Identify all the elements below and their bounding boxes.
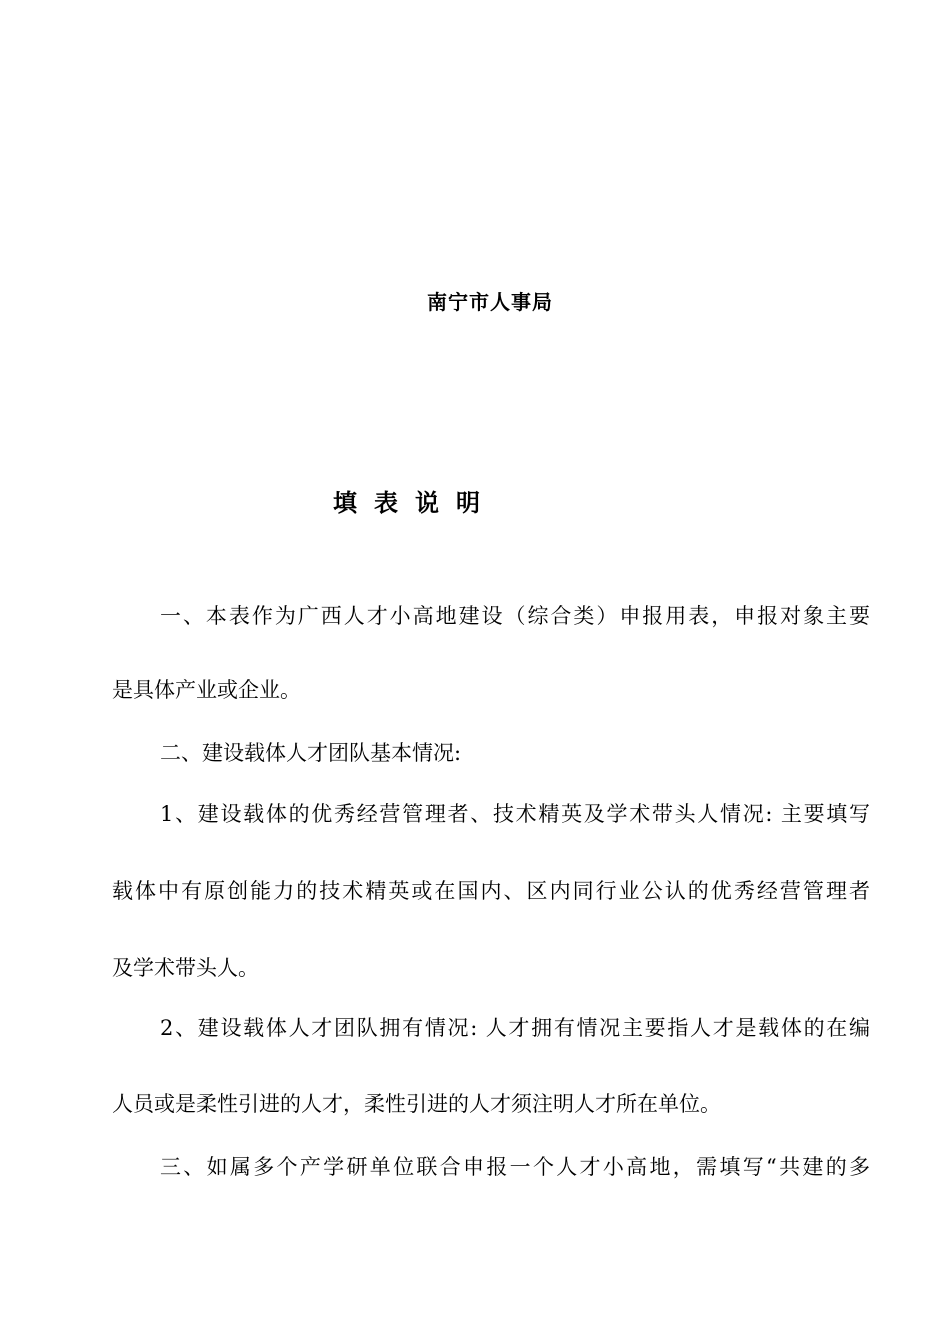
paragraph-line-5: 载体中有原创能力的技术精英或在国内、区内同行业公认的优秀经营管理者 [112, 879, 870, 903]
paragraph-line-1: 一、本表作为广西人才小高地建设（综合类）申报用表，申报对象主要 [160, 604, 870, 628]
paragraph-line-9: 三、如属多个产学研单位联合申报一个人才小高地，需填写“共建的多 [160, 1155, 870, 1179]
paragraph-line-4: 1、建设载体的优秀经营管理者、技术精英及学术带头人情况: 主要填写 [160, 802, 870, 826]
instructions-heading: 填表说明 [333, 488, 497, 517]
paragraph-line-7: 2、建设载体人才团队拥有情况: 人才拥有情况主要指人才是载体的在编 [160, 1016, 870, 1040]
paragraph-line-3: 二、建设载体人才团队基本情况: [160, 741, 462, 765]
issuer-name: 南宁市人事局 [427, 290, 553, 314]
paragraph-line-6: 及学术带头人。 [112, 956, 259, 980]
paragraph-line-8: 人员或是柔性引进的人才，柔性引进的人才须注明人才所在单位。 [112, 1092, 721, 1116]
paragraph-line-2: 是具体产业或企业。 [112, 678, 301, 702]
